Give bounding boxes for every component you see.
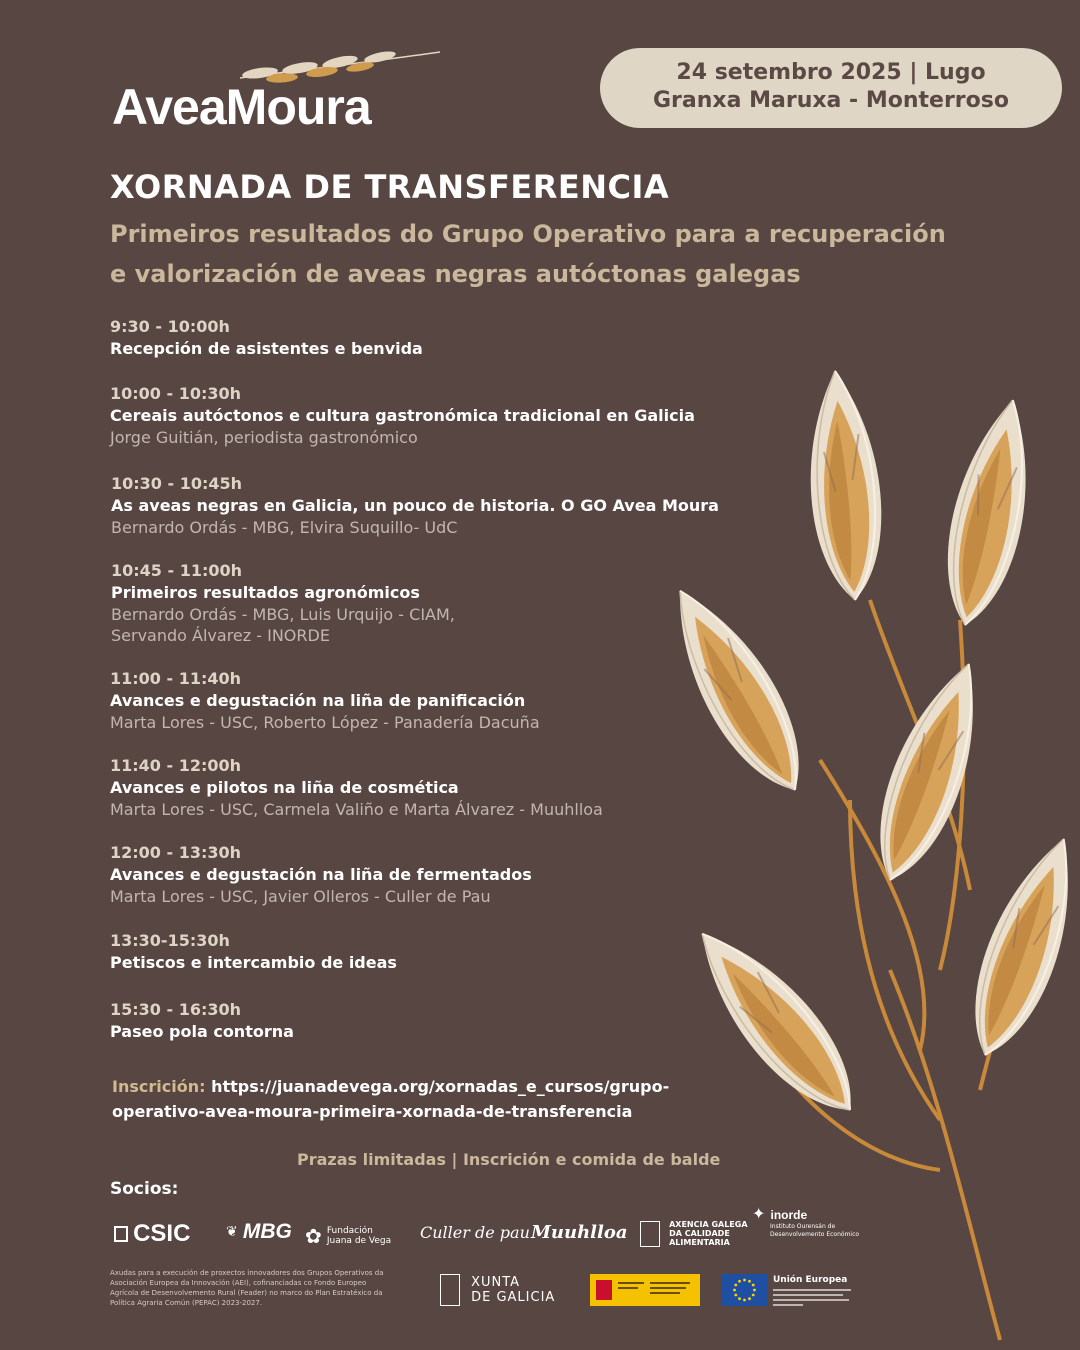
funding-note: Axudas para a execución de proxectos innovadores dos Grupos Operativos da Asociación Europea da Innovación (AEI), cofinanciadas co Fondo Europeo Agrícola de Desenvolvemento Rural (Feader) no marco do Plan Estratéxico da Política Agraria Común (PEPAC) 2023-2027. [110,1269,384,1307]
agenda-time: 12:00 - 13:30h [110,843,242,862]
juana-de-vega-logo: ✿ Fundación Juana de Vega [305,1224,392,1248]
partners-title: Socios: [110,1179,179,1199]
inorde-star-icon: ✦ [752,1204,766,1223]
agenda-speakers: Marta Lores - USC, Javier Olleros - Culler de Pau [110,887,491,906]
agenda-time: 10:00 - 10:30h [110,384,242,403]
event-date-badge [600,48,1062,128]
agacal-logo: AXENCIA GALEGA DA CALIDADE ALIMENTARIA [640,1220,748,1247]
agenda-speakers: Bernardo Ordás - MBG, Luis Urquijo - CIAM, Servando Álvarez - INORDE [111,605,455,645]
agenda-topic: Petiscos e intercambio de ideas [110,953,397,972]
event-venue: Granxa Maruxa - Monterroso [653,88,1009,113]
agenda-item [110,383,750,448]
page-title: XORNADA DE TRANSFERENCIA [110,168,670,206]
registration-link[interactable]: https://juanadevega.org/xornadas_e_cursos/grupo-operativo-avea-moura-primeira-xornada-de-transferencia [112,1077,670,1121]
agenda-speakers: Marta Lores - USC, Carmela Valiño e Marta Álvarez - Muuhlloa [110,800,603,819]
agenda-speakers: Bernardo Ordás - MBG, Elvira Suquillo- UdC [111,518,458,537]
subtitle-line: Primeiros resultados do Grupo Operativo para a recuperación [110,220,946,248]
agenda-topic: Recepción de asistentes e benvida [110,339,423,358]
registration-info [112,1074,732,1124]
csic-logo: CSIC [114,1220,190,1248]
agenda-item [110,930,750,974]
agenda-item [110,755,750,820]
agenda-topic: Paseo pola contorna [110,1022,294,1041]
juana-de-vega-leaf-icon: ✿ [305,1224,322,1248]
agenda-time: 9:30 - 10:00h [110,317,230,336]
agenda-topic: As aveas negras en Galicia, un pouco de historia. O GO Avea Moura [111,496,719,515]
csic-emblem-icon [114,1226,128,1242]
muuhlloa-logo: Muuhlloa [531,1222,628,1243]
agenda-time: 10:45 - 11:00h [111,561,243,580]
limited-seats-note: Prazas limitadas | Inscrición e comida de balde [297,1150,721,1169]
agenda-time: 15:30 - 16:30h [110,1000,242,1019]
agenda-item [111,560,751,646]
agenda-topic: Avances e pilotos na liña de cosmética [110,778,459,797]
galicia-shield-icon [640,1221,660,1247]
eu-stars-icon [722,1274,767,1306]
xunta-shield-icon [440,1274,460,1306]
registration-label: Inscrición: [112,1077,206,1096]
avea-moura-logo [112,48,442,138]
agenda-item [110,842,750,907]
agenda-speakers: Marta Lores - USC, Roberto López - Panadería Dacuña [110,713,540,732]
eu-flag-icon [722,1274,767,1306]
agenda-item [110,999,750,1043]
agenda-item [111,473,751,538]
logo-wordmark: AveaMoura [112,79,371,135]
agenda-item [110,316,750,360]
agenda-time: 10:30 - 10:45h [111,474,243,493]
agenda-speakers: Jorge Guitián, periodista gastronómico [110,428,418,447]
agenda-topic: Cereais autóctonos e cultura gastronómica tradicional en Galicia [110,406,695,425]
page-subtitle [110,214,1010,294]
agenda-time: 13:30-15:30h [110,931,230,950]
agenda-topic: Avances e degustación na liña de panificación [110,691,526,710]
spain-ministry-logo [590,1274,700,1306]
subtitle-line: e valorización de aveas negras autóctonas galegas [110,260,801,288]
xunta-de-galicia-logo: XUNTA DE GALICIA [440,1274,555,1306]
mbg-leaf-icon: ❦ [226,1224,238,1240]
agenda-item [110,668,750,733]
agenda-topic: Avances e degustación na liña de fermentados [110,865,532,884]
agenda-time: 11:00 - 11:40h [110,669,242,688]
culler-de-pau-logo: Culler de pau [420,1223,530,1242]
event-date: 24 setembro 2025 | Lugo [676,60,986,85]
spain-coat-of-arms-icon [596,1280,612,1300]
agenda-time: 11:40 - 12:00h [110,756,242,775]
eu-title: Unión Europea [773,1275,848,1285]
agenda-topic: Primeiros resultados agronómicos [111,583,420,602]
inorde-logo: ✦ inorde Instituto Ourensán de Desenvolvemento Económico [752,1204,860,1238]
mbg-logo: ❦ MBG [226,1220,292,1243]
